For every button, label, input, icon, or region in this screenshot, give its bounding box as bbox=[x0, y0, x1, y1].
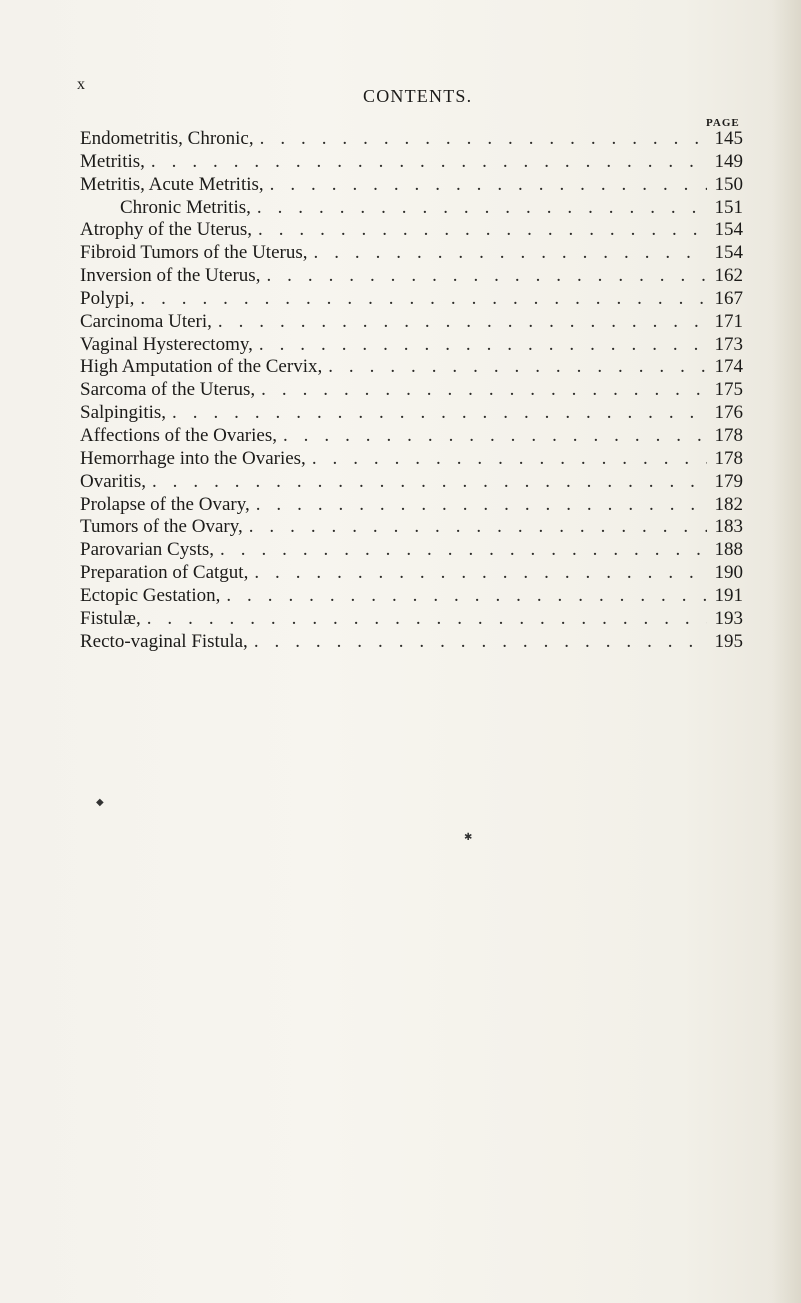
toc-entry bbox=[80, 448, 743, 471]
toc-entry-title: Chronic Metritis, bbox=[120, 196, 251, 218]
print-speck-mark: ◆ bbox=[96, 797, 104, 808]
toc-entry bbox=[80, 311, 743, 334]
toc-entry bbox=[80, 402, 743, 425]
toc-entry-title: Recto-vaginal Fistula, bbox=[80, 630, 248, 652]
dot-leader bbox=[145, 151, 707, 173]
toc-entry-title: Salpingitis, bbox=[80, 402, 167, 424]
toc-entry bbox=[80, 425, 743, 448]
toc-entry-page: 154 bbox=[714, 242, 743, 264]
toc-entry-title: Sarcoma of the Uterus, bbox=[80, 379, 256, 401]
toc-entry-page: 190 bbox=[714, 562, 743, 584]
toc-entry-title: High Amputation of the Cervix, bbox=[80, 356, 323, 378]
toc-entry-page: 151 bbox=[714, 196, 743, 218]
dot-leader bbox=[248, 631, 707, 653]
toc-entry bbox=[80, 562, 743, 585]
toc-entry-page: 154 bbox=[714, 219, 743, 241]
dot-leader bbox=[252, 219, 707, 241]
dot-leader bbox=[253, 334, 707, 356]
toc-entry-page: 149 bbox=[714, 150, 743, 172]
toc-entry bbox=[80, 494, 743, 517]
toc-entry-title: Parovarian Cysts, bbox=[80, 539, 215, 561]
dot-leader bbox=[146, 471, 707, 493]
toc-entry-page: 145 bbox=[714, 128, 743, 149]
toc-entry bbox=[80, 242, 743, 265]
toc-entry bbox=[80, 631, 743, 654]
toc-entry-page: 179 bbox=[714, 470, 743, 492]
dot-leader bbox=[220, 585, 707, 607]
toc-entry bbox=[80, 516, 743, 539]
toc-entry-title: Fibroid Tumors of the Uterus, bbox=[80, 242, 308, 264]
page-edge-shadow bbox=[771, 0, 801, 1303]
toc-entry-page: 191 bbox=[714, 584, 743, 606]
toc-entry bbox=[80, 288, 743, 311]
toc-entry-title: Ovaritis, bbox=[80, 470, 146, 492]
dot-leader bbox=[322, 356, 707, 378]
toc-entry-page: 171 bbox=[714, 310, 743, 332]
toc-entry bbox=[80, 219, 743, 242]
dot-leader bbox=[308, 242, 708, 264]
toc-entry bbox=[80, 539, 743, 562]
dot-leader bbox=[306, 448, 707, 470]
toc-entry-page: 178 bbox=[714, 447, 743, 469]
toc-entry-title: Inversion of the Uterus, bbox=[80, 265, 261, 287]
toc-entry-title: Ectopic Gestation, bbox=[80, 584, 221, 606]
dot-leader bbox=[255, 379, 707, 401]
dot-leader bbox=[260, 265, 707, 287]
toc-entry bbox=[80, 128, 743, 151]
page-title: CONTENTS. bbox=[363, 86, 473, 106]
toc-entry-title: Endometritis, Chronic, bbox=[80, 128, 254, 149]
toc-entry bbox=[80, 585, 743, 608]
toc-entry-page: 188 bbox=[714, 539, 743, 561]
dot-leader bbox=[214, 539, 707, 561]
toc-entry-title: Tumors of the Ovary, bbox=[80, 516, 243, 538]
toc-entry-page: 150 bbox=[714, 173, 743, 195]
toc-entry bbox=[80, 174, 743, 197]
dot-leader bbox=[254, 128, 707, 150]
toc-entry-page: 173 bbox=[714, 333, 743, 355]
toc-entry bbox=[80, 197, 743, 220]
toc-entry bbox=[80, 608, 743, 631]
toc-entry-page: 195 bbox=[714, 630, 743, 652]
toc-entry-title: Hemorrhage into the Ovaries, bbox=[80, 447, 306, 469]
toc-entry-page: 174 bbox=[714, 356, 743, 378]
toc-entry bbox=[80, 356, 743, 379]
page-column-label: PAGE bbox=[706, 117, 740, 129]
toc-entry-page: 182 bbox=[714, 493, 743, 515]
contents-list bbox=[80, 128, 743, 653]
dot-leader bbox=[166, 402, 707, 424]
toc-entry-page: 178 bbox=[714, 424, 743, 446]
dot-leader bbox=[243, 516, 707, 538]
dot-leader bbox=[277, 425, 707, 447]
toc-entry-title: Affections of the Ovaries, bbox=[80, 424, 277, 446]
toc-entry bbox=[80, 334, 743, 357]
toc-entry-title: Prolapse of the Ovary, bbox=[80, 493, 250, 515]
toc-entry-page: 167 bbox=[714, 287, 743, 309]
toc-entry-page: 175 bbox=[714, 379, 743, 401]
dot-leader bbox=[141, 608, 707, 630]
page-number: x bbox=[77, 76, 86, 93]
toc-entry bbox=[80, 471, 743, 494]
dot-leader bbox=[248, 562, 707, 584]
toc-entry-title: Preparation of Catgut, bbox=[80, 562, 249, 584]
toc-entry bbox=[80, 151, 743, 174]
toc-entry-page: 183 bbox=[714, 516, 743, 538]
toc-entry-title: Metritis, bbox=[80, 150, 145, 172]
toc-entry-title: Polypi, bbox=[80, 287, 135, 309]
dot-leader bbox=[264, 174, 707, 196]
dot-leader bbox=[250, 494, 707, 516]
print-speck-mark: ✱ bbox=[464, 832, 473, 843]
dot-leader bbox=[134, 288, 707, 310]
toc-entry bbox=[80, 265, 743, 288]
dot-leader bbox=[251, 197, 707, 219]
toc-entry-page: 176 bbox=[714, 402, 743, 424]
toc-entry-title: Atrophy of the Uterus, bbox=[80, 219, 253, 241]
toc-entry-title: Carcinoma Uteri, bbox=[80, 310, 212, 332]
toc-entry bbox=[80, 379, 743, 402]
toc-entry-title: Metritis, Acute Metritis, bbox=[80, 173, 264, 195]
dot-leader bbox=[212, 311, 707, 333]
toc-entry-page: 193 bbox=[714, 607, 743, 629]
toc-entry-page: 162 bbox=[714, 265, 743, 287]
toc-entry-title: Vaginal Hysterectomy, bbox=[80, 333, 253, 355]
toc-entry-title: Fistulæ, bbox=[80, 607, 141, 629]
